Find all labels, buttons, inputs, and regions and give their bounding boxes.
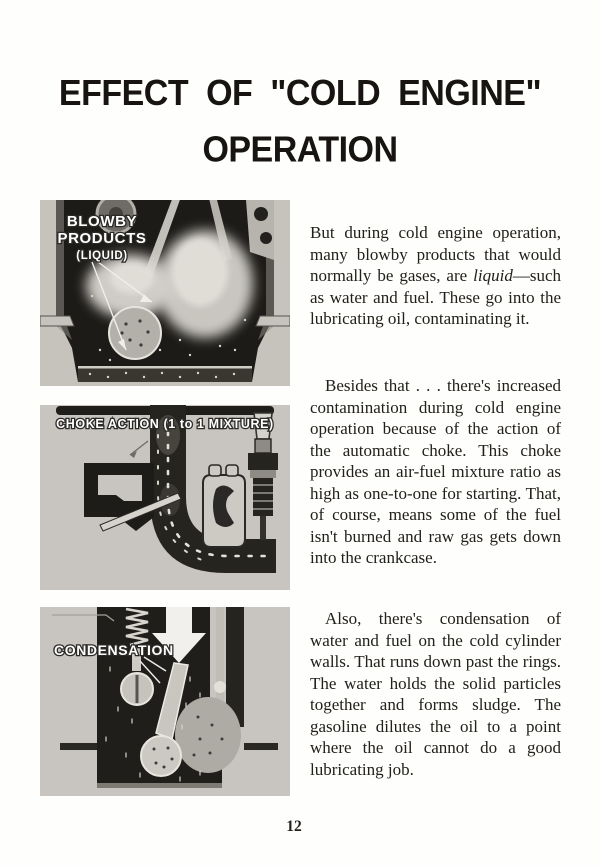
vapor-highlight xyxy=(172,238,228,306)
crank-counterweight xyxy=(175,697,241,773)
paragraph-condensation: Also, there's condensation of water and fuel on the cold cylinder walls. That runs down past the rings. The water holds the solid particles together and forms sludge. The gasoline dilutes the oil to a point where the oil cannot do a good lubricating job. xyxy=(310,609,561,779)
vapor-highlight xyxy=(110,262,154,294)
figure-blowby-products xyxy=(40,200,290,386)
cylinder-cutaway-illustration xyxy=(40,607,290,796)
oil-sump xyxy=(78,369,252,383)
italic-word: liquid xyxy=(473,266,513,285)
paragraph-text: But during cold engine operation, many blowby products that would normally be gases, are xyxy=(310,223,561,285)
flange-left xyxy=(40,316,74,326)
figure-label-line2: PRODUCTS xyxy=(57,230,147,247)
figure-choke-action xyxy=(40,405,290,590)
oil-surface-line xyxy=(78,366,252,369)
paragraph-blowby xyxy=(310,222,561,330)
bolt-hole xyxy=(260,232,272,244)
pump-cap xyxy=(209,465,221,476)
figure-label-line1: BLOWBY xyxy=(66,213,138,230)
paragraph-choke: Besides that . . . there's increased contamination during cold engine operation because of the action of the automatic choke. This choke provides an air-fuel mixture ratio as high as one-to-one for starting. That, of course, means some of the fuel isn't burned and raw gas gets down into the crankcase. xyxy=(310,376,561,567)
engine-crankcase-illustration xyxy=(40,200,290,386)
flange-right xyxy=(256,316,290,326)
bolt-hole xyxy=(254,207,268,221)
crank-disc xyxy=(109,307,161,359)
pump-cap xyxy=(226,465,238,476)
flange-right xyxy=(244,743,278,750)
page-number: 12 xyxy=(286,818,302,835)
figure-label: CHOKE ACTION (1 to 1 MIXTURE) xyxy=(56,417,274,431)
figure-sublabel: (LIQUID) xyxy=(76,250,128,262)
title-line-1: EFFECT OF "COLD ENGINE" xyxy=(58,73,542,114)
page-title xyxy=(0,66,600,178)
oil-line xyxy=(97,783,222,788)
figure-condensation xyxy=(40,607,290,796)
title-line-2: OPERATION xyxy=(202,129,398,170)
crank-journal xyxy=(141,736,181,776)
paragraph-text: —such as water and fuel. These go into the lubricating oil, contaminating it. xyxy=(310,266,561,328)
flange-left xyxy=(60,743,97,750)
bolt-hole xyxy=(214,681,226,693)
carburetor-choke-illustration xyxy=(40,405,290,590)
figure-label: CONDENSATION xyxy=(54,642,174,658)
